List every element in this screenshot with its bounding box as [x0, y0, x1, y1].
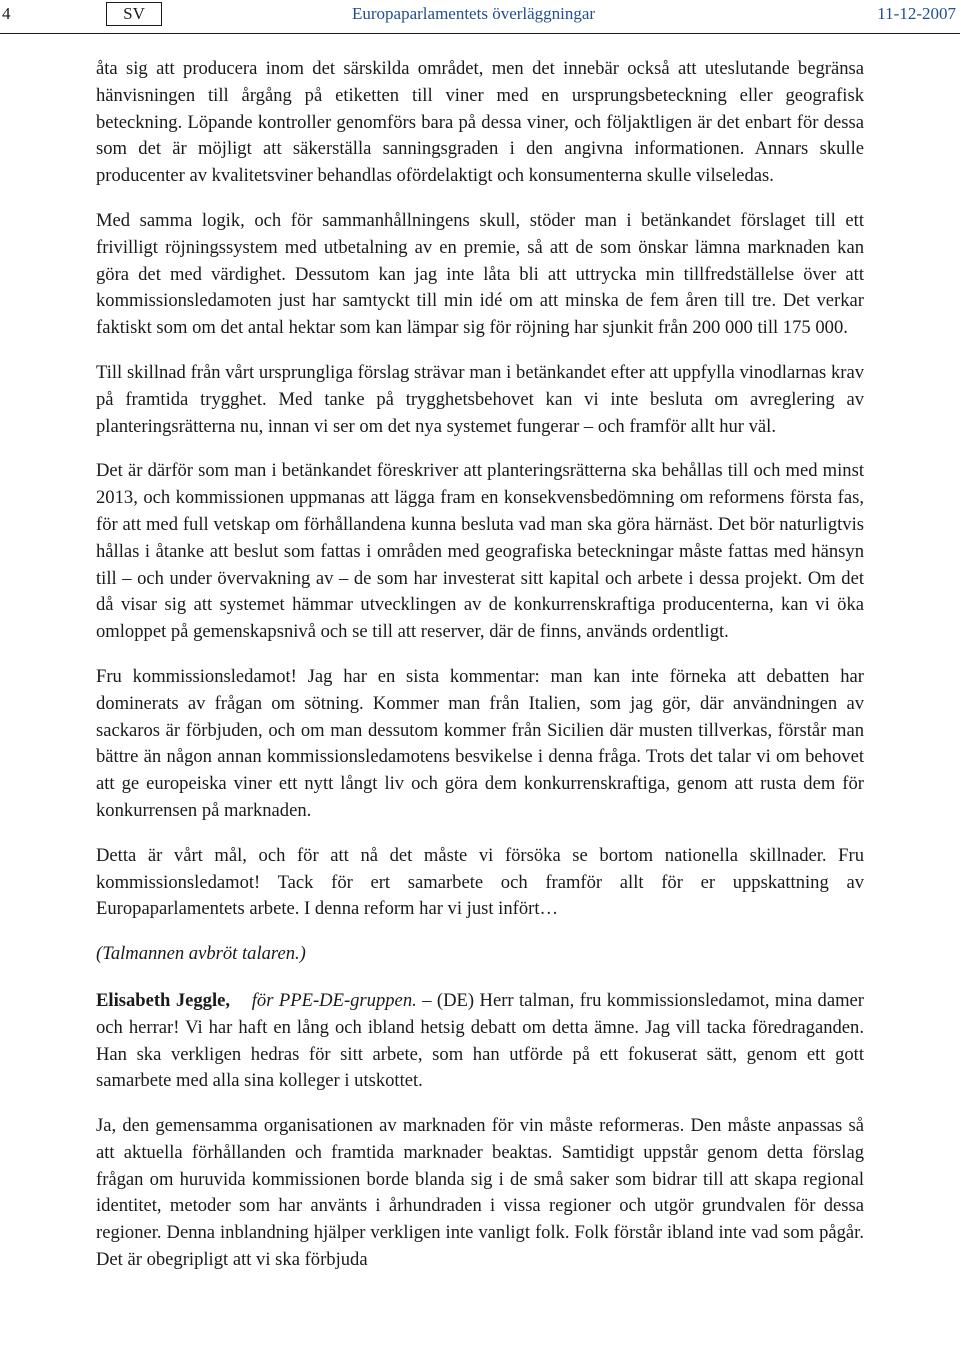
header-date: 11-12-2007	[877, 4, 956, 23]
running-title: Europaparlamentets överläggningar	[352, 4, 596, 23]
paragraph: Detta är vårt mål, och för att nå det måste vi försöka se bortom nationella skillnader. Fru kommissionsledamot! Tack för ert samarbete och framför allt för er uppskattning av Europaparlamentets arbete. I denna reform har vi just infört…	[96, 844, 864, 920]
paragraph: Ja, den gemensamma organisationen av marknaden för vin måste reformeras. Den måste anpassas så att aktuella förhållanden och framtida marknader beaktas. Samtidigt uppstår genom detta förslag frågan om huruvida kommissionen borde blanda sig i de små saker som bidrar till att skapa regional identitet, metoder som har använts i århundraden i vissa regioner och utgör grundvalen för dessa regioner. Denna inblandning hjälper verkligen inte vanligt folk. Folk förstår ibland inte vad som pågår. Det är obegripligt att vi ska förbjuda	[96, 1115, 864, 1271]
language-badge: SV	[106, 2, 162, 26]
document-body	[96, 56, 864, 1292]
speaker-name: Elisabeth Jeggle,	[96, 989, 231, 1011]
header-divider	[0, 33, 960, 34]
paragraph: Det är därför som man i betänkandet föreskriver att planteringsrätterna ska behållas till och med minst 2013, och kommissionen uppmanas att lägga fram en konsekvensbedömning om reformens första fas, för att med full vetskap om förhållandena kunna besluta vad man ska göra härnäst. Det bör naturligtvis hållas i åtanke att beslut som fattas i områden med geografiska beteckningar måste fattas med hänsyn till – och under övervakning av – de som har investerat sitt kapital och arbete i dessa projekt. Om det då visar sig att systemet hämmar utvecklingen av de konkurrenskraftiga producenterna, kan vi öka omloppet på gemenskapsnivå och se till att reserver, där de finns, används ordentligt.	[96, 460, 864, 643]
page-number: 4	[2, 4, 11, 23]
paragraph: Till skillnad från vårt ursprungliga förslag strävar man i betänkandet efter att uppfylla vinodlarnas krav på framtida trygghet. Med tanke på trygghetsbehovet kan vi inte besluta om avreglering av planteringsrätterna nu, innan vi ser om det nya systemet fungerar – och framför allt hur väl.	[96, 361, 864, 437]
speaker-group: för PPE-DE-gruppen.	[251, 989, 417, 1011]
speaker-text: – (DE) Herr talman, fru kommissionsledamot, mina damer och herrar! Vi har haft en lång och ibland hetsig debatt om detta ämne. Jag vill tacka föredraganden. Han ska verkligen hedras för sitt arbete, som han utförde på ett fokuserat sätt, genom ett gott samarbete med alla sina kolleger i utskottet.	[96, 989, 864, 1092]
paragraph: åta sig att producera inom det särskilda området, men det innebär också att uteslutande begränsa hänvisningen till årgång på etiketten till viner med en ursprungsbeteckning eller geografisk beteckning. Löpande kontroller genomförs bara på dessa viner, och följaktligen är det enbart för dessa som det är möjligt att säkerställa sanningsgraden i den angivna informationen. Annars skulle producenter av kvalitetsviner behandlas ofördelaktigt och konsumenterna skulle vilseledas.	[96, 58, 864, 187]
paragraph: Med samma logik, och för sammanhållningens skull, stöder man i betänkandet förslaget till ett frivilligt röjningssystem med utbetalning av en premie, så att de som önskar lämna marknaden kan göra det med värdighet. Dessutom kan jag inte låta bli att uttrycka min tillfredställelse över att kommissionsledamoten just har samtyckt till min idé om att minska de fem åren till tre. Det verkar faktiskt som om det antal hektar som kan lämpar sig för röjning har sjunkit från 200 000 till 175 000.	[96, 209, 864, 339]
stage-direction: (Talmannen avbröt talaren.)	[96, 943, 306, 965]
page-header	[0, 0, 960, 34]
speaker-paragraph	[96, 988, 864, 1095]
paragraph: Fru kommissionsledamot! Jag har en sista kommentar: man kan inte förneka att debatten har dominerats av frågan om sötning. Kommer man från Italien, som jag gör, där användningen av sackaros är förbjuden, och om man dessutom kommer från Sicilien där musten tillverkas, förstår man bättre än någon annan kommissionsledamotens besvikelse i denna fråga. Trots det talar vi om behovet att ge europeiska viner ett nytt långt liv och göra dem konkurrenskraftiga, genom att rusta dem för konkurrensen på marknaden.	[96, 665, 864, 821]
